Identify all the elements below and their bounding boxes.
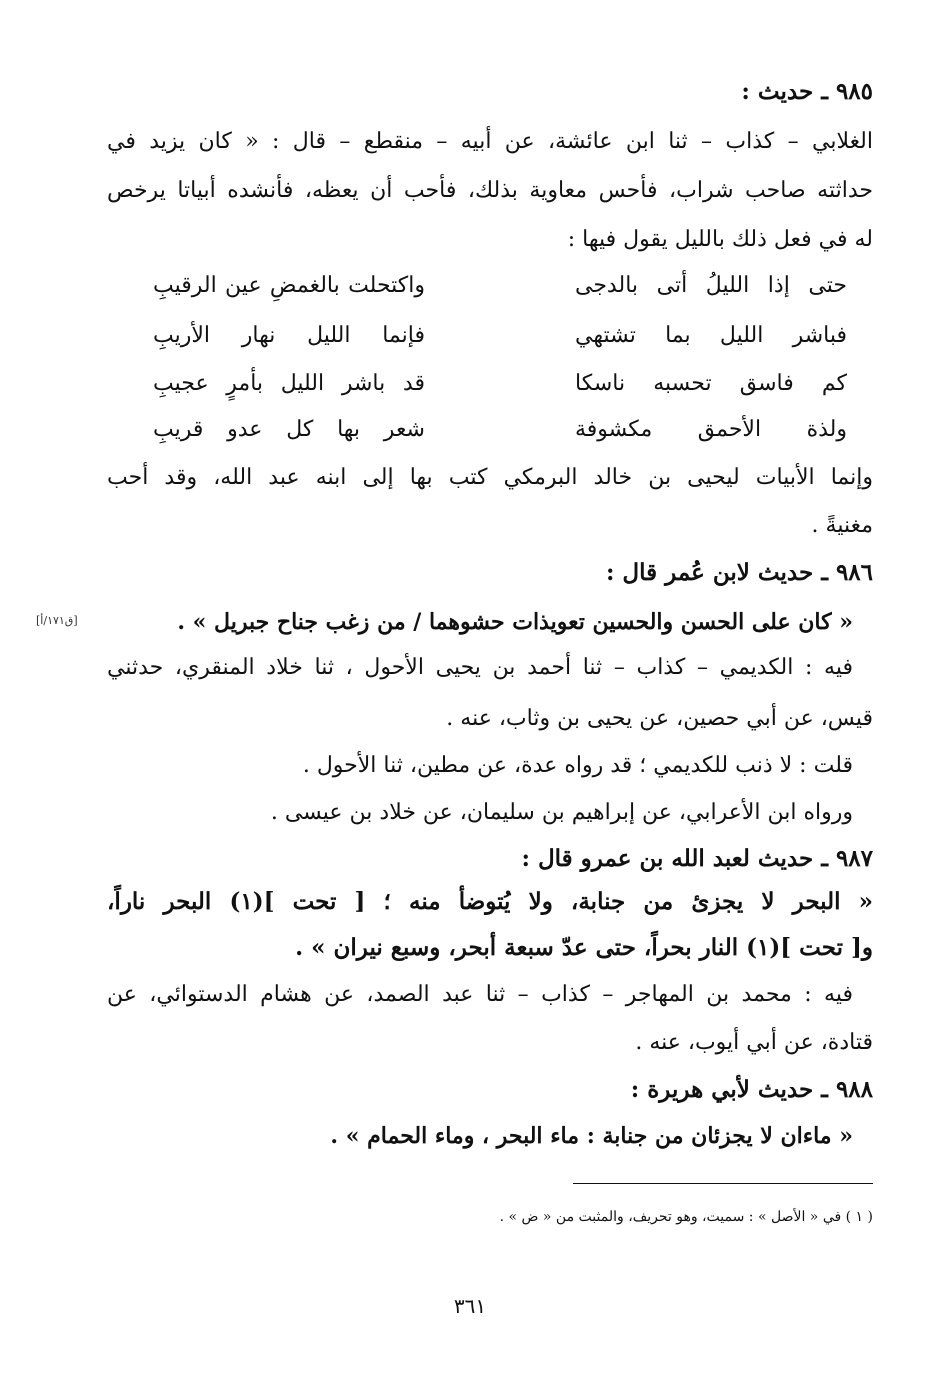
entry-986-body-line-2: قيس، عن أبي حصين، عن يحيى بن وثاب، عنه . (446, 706, 873, 731)
verse-1-second-hemistich: واكتحلت بالغمضِ عين الرقيبِ (153, 273, 425, 298)
entry-988-hadith: « ماءان لا يجزئان من جنابة : ماء البحر ، وماء الحمام » . (330, 1123, 853, 1149)
entry-987-heading: ٩٨٧ ـ حديث لعبد الله بن عمرو قال : (521, 845, 873, 872)
entry-987-body-line-1: فيه : محمد بن المهاجر – كذاب – ثنا عبد الصمد، عن هشام الدستوائي، عن (107, 982, 853, 1007)
verse-2-second-hemistich: فإنما الليل نهار الأريبِ (153, 323, 425, 348)
entry-986-note-1: قلت : لا ذنب للكديمي ؛ قد رواه عدة، عن مطين، ثنا الأحول . (302, 753, 853, 778)
entry-987-body-line-2: قتادة، عن أبي أيوب، عنه . (635, 1030, 873, 1055)
footnote-separator (573, 1183, 873, 1184)
entry-985-after-line-2: مغنيةً . (811, 513, 873, 538)
manuscript-folio-reference: [ق١٧١/أ] (36, 614, 78, 627)
verse-3-second-hemistich: قد باشر الليل بأمرٍ عجيبِ (153, 371, 425, 396)
footnote-1: ( ١ ) في « الأصل » : سميت، وهو تحريف، والمثبت من « ض » . (499, 1209, 873, 1225)
entry-988-heading: ٩٨٨ ـ حديث لأبي هريرة : (630, 1076, 873, 1103)
entry-986-note-2: ورواه ابن الأعرابي، عن إبراهيم بن سليمان، عن خلاد بن عيسى . (270, 800, 853, 825)
entry-985-body-line-1: الغلابي – كذاب – ثنا ابن عائشة، عن أبيه – منقطع – قال : « كان يزيد في (107, 129, 873, 154)
entry-985-heading: ٩٨٥ ـ حديث : (741, 78, 873, 105)
entry-987-hadith-line-1: « البحر لا يجزئ من جنابة، ولا يُتوضأ منه ؛ [ تحت ](١) البحر ناراً، (107, 888, 873, 915)
entry-985-body-line-3: له في فعل ذلك بالليل يقول فيها : (567, 227, 873, 252)
page-number: ٣٦١ (453, 1294, 487, 1318)
verse-2-first-hemistich: فباشر الليل بما تشتهي (575, 323, 847, 348)
verse-1-first-hemistich: حتى إذا الليلُ أتى بالدجى (575, 273, 847, 298)
entry-986-hadith: « كان على الحسن والحسين تعويذات حشوهما / من زغب جناح جبريل » . (177, 609, 853, 635)
entry-986-heading: ٩٨٦ ـ حديث لابن عُمر قال : (605, 559, 873, 586)
entry-985-body-line-2: حداثته صاحب شراب، فأحس معاوية بذلك، فأحب أن يعظه، فأنشده أبياتا يرخص (107, 178, 873, 203)
entry-985-after-line-1: وإنما الأبيات ليحيى بن خالد البرمكي كتب بها إلى ابنه عبد الله، وقد أحب (107, 465, 873, 490)
entry-987-hadith-line-2: و[ تحت ](١) النار بحراً، حتى عدّ سبعة أبحر، وسبع نيران » . (295, 934, 873, 961)
verse-3-first-hemistich: كم فاسق تحسبه ناسكا (575, 371, 847, 396)
entry-986-body-line-1: فيه : الكديمي – كذاب – ثنا أحمد بن يحيى الأحول ، ثنا خلاد المنقري، حدثني (107, 655, 853, 680)
verse-4-first-hemistich: ولذة الأحمق مكشوفة (575, 417, 847, 442)
verse-4-second-hemistich: شعر بها كل عدو قريبِ (153, 417, 425, 442)
